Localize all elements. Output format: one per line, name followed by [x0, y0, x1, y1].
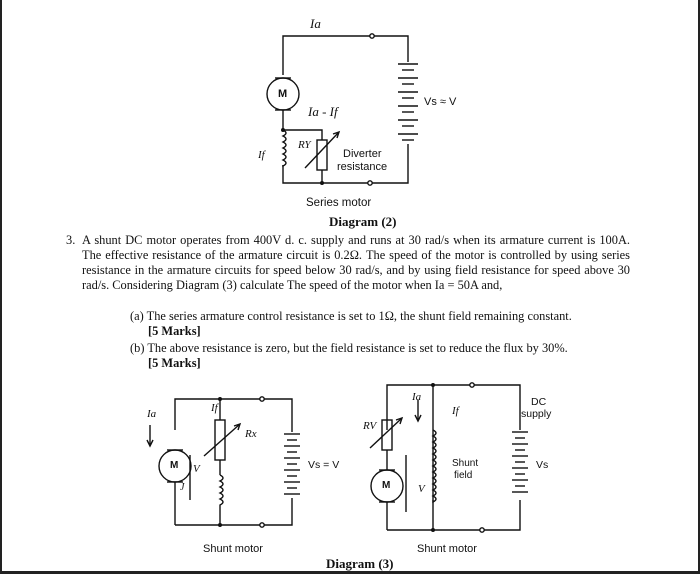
current-if-label: If [258, 149, 265, 161]
diverter-label-1: Diverter [343, 148, 382, 160]
supply-voltage-label: Vs ≈ V [424, 96, 457, 108]
resistor-ry-label: RY [298, 139, 311, 151]
diverter-label-2: resistance [337, 161, 388, 173]
part-b: (b) The above resistance is zero, but the field resistance is set to reduce the flux by 30%. [130, 341, 568, 355]
left-if-label: If [211, 402, 218, 414]
part-b-marks: [5 Marks] [148, 356, 201, 370]
part-a: (a) The series armature control resistance is set to 1Ω, the shunt field remaining constant. [130, 309, 572, 323]
left-shunt-motor-caption: Shunt motor [203, 543, 263, 555]
series-motor-subtitle: Series motor [306, 197, 372, 209]
right-ia-label: Ia [412, 391, 422, 403]
shunt-field-label-2: field [454, 470, 473, 481]
diagram3-caption: Diagram (3) [326, 556, 394, 571]
part-a-marks: [5 Marks] [148, 324, 201, 338]
dc-supply-title-1: DC [531, 396, 547, 408]
motor-label: M [278, 88, 288, 100]
left-supply-label: Vs = V [308, 459, 340, 471]
right-voltage-label: V [418, 483, 425, 495]
right-motor-label: M [382, 480, 391, 491]
shunt-field-label-1: Shunt [452, 458, 479, 469]
left-rx-label: Rx [245, 428, 257, 440]
dc-supply-title-2: supply [521, 408, 552, 420]
left-j-label: J [180, 482, 185, 493]
right-if-label: If [452, 405, 459, 417]
diagram2-caption: Diagram (2) [329, 214, 397, 229]
right-shunt-motor-caption: Shunt motor [417, 543, 477, 555]
current-ia-label: Ia [310, 16, 321, 31]
left-motor-label: M [170, 460, 179, 471]
right-supply-label: Vs [536, 459, 549, 471]
question-number: 3. [66, 233, 76, 247]
left-ia-label: Ia [147, 408, 157, 420]
current-ia-if-label: Ia - If [308, 104, 338, 119]
left-voltage-label: V [193, 463, 200, 475]
right-rv-label: RV [363, 420, 377, 432]
question-body: A shunt DC motor operates from 400V d. c. supply and runs at 30 rad/s when its armature current is 100A. The effective resistance of the armature circuit is 0.2Ω. The speed of the motor is controlled by using series resistance in the armature circuits for speed below 30 rad/s, and by using field resistance for speed above 30 rad/s. Considering Diagram (3) calculate The speed of the motor when Ia = 50A and, [82, 233, 630, 292]
